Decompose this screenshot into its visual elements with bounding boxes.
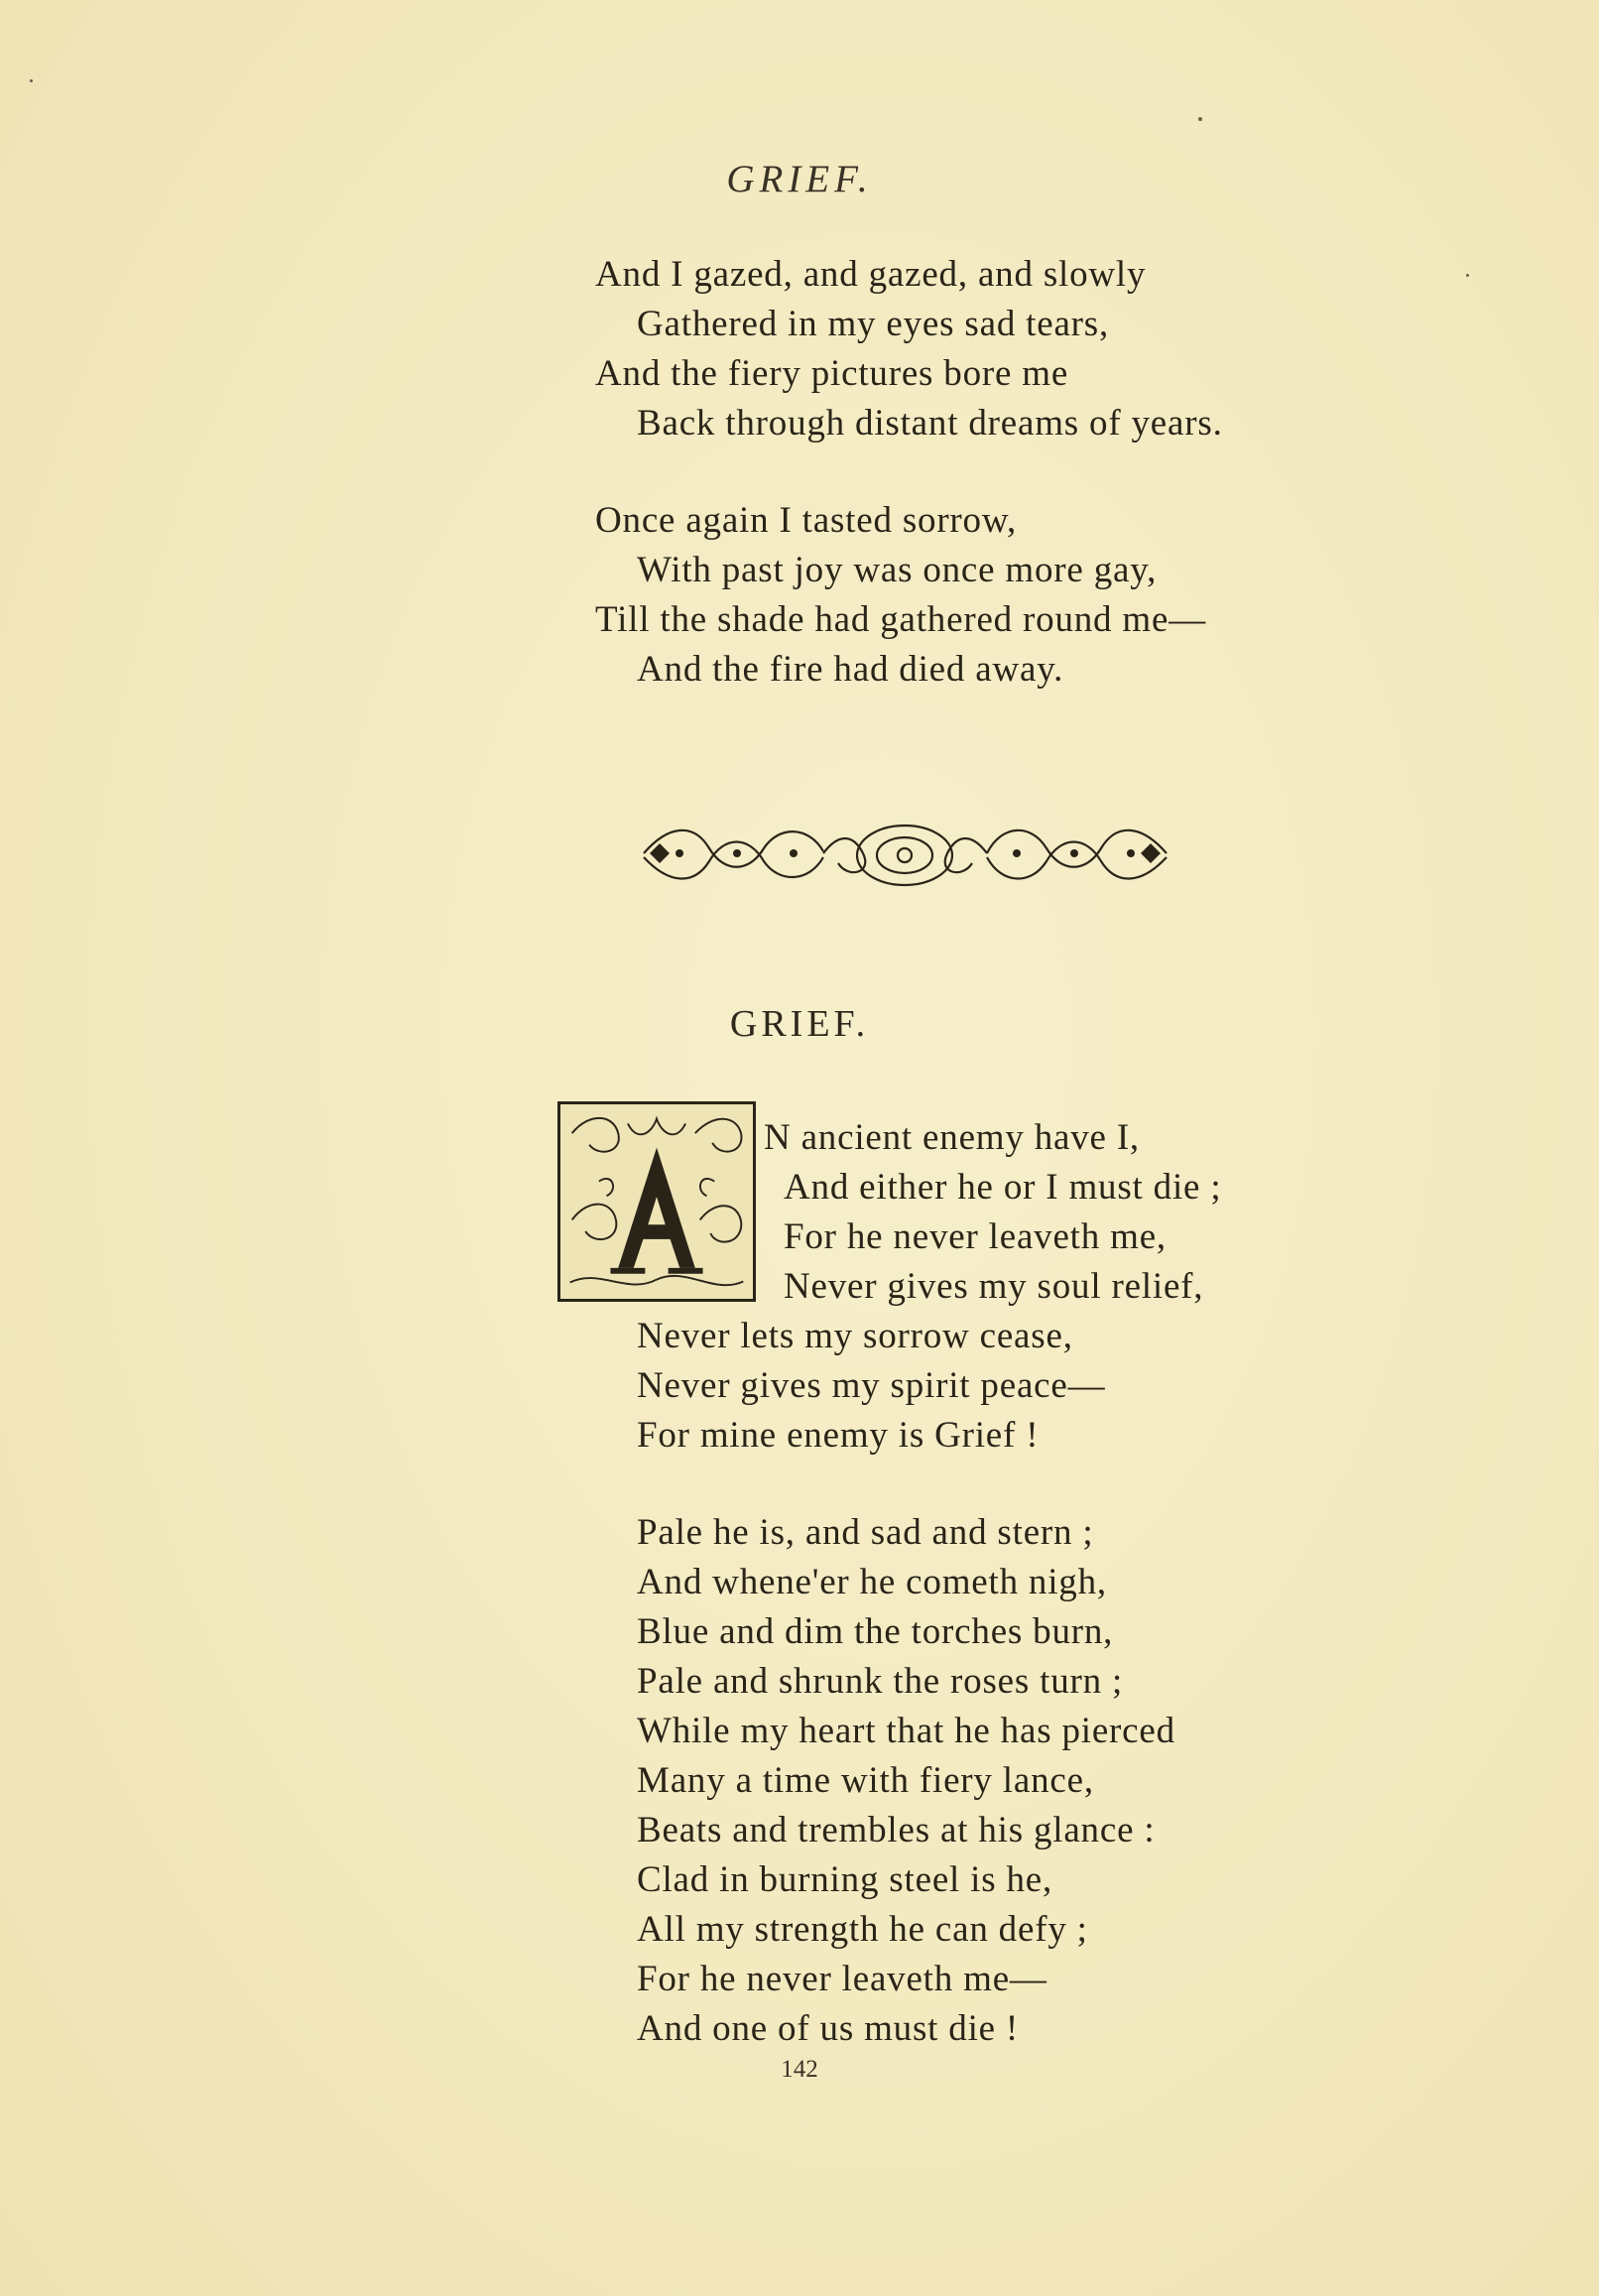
poem-line: And one of us must die ! — [637, 2008, 1020, 2049]
floral-ornament-icon — [640, 814, 1170, 893]
poem-line: And the fire had died away. — [637, 649, 1064, 690]
running-head: GRIEF. — [726, 158, 873, 200]
poem-line: For he never leaveth me— — [637, 1959, 1047, 1999]
poem-line: Pale and shrunk the roses turn ; — [637, 1661, 1124, 1702]
poem-line: Never lets my sorrow cease, — [637, 1316, 1073, 1356]
poem-line: And either he or I must die ; — [784, 1167, 1222, 1208]
poem-line: While my heart that he has pierced — [637, 1711, 1175, 1751]
poem-line: For mine enemy is Grief ! — [637, 1415, 1040, 1456]
poem-line: And the fiery pictures bore me — [595, 353, 1069, 394]
poem-line: Blue and dim the torches burn, — [637, 1611, 1114, 1652]
poem-line: Pale he is, and sad and stern ; — [637, 1512, 1094, 1553]
poem-line: All my strength he can defy ; — [637, 1909, 1088, 1950]
poem-line: And I gazed, and gazed, and slowly — [595, 254, 1147, 295]
paper-speck — [1198, 117, 1202, 121]
poem-line: Gathered in my eyes sad tears, — [637, 304, 1110, 344]
stanza-2 — [595, 496, 1349, 695]
poem-line: Till the shade had gathered round me— — [595, 599, 1206, 640]
poem-line: Beats and trembles at his glance : — [637, 1810, 1156, 1850]
stanza-1 — [595, 250, 1349, 448]
poem-line: N ancient enemy have I, — [764, 1117, 1140, 1158]
illuminated-letter-a-icon — [557, 1101, 756, 1302]
poem-line: Never gives my soul relief, — [784, 1266, 1204, 1307]
poem-line: Clad in burning steel is he, — [637, 1859, 1053, 1900]
poem-line: Many a time with fiery lance, — [637, 1760, 1094, 1801]
paper-speck — [1466, 274, 1469, 277]
poem-line: With past joy was once more gay, — [637, 550, 1158, 590]
poem-stanza-2 — [637, 1508, 1391, 2054]
poem-line: Back through distant dreams of years. — [637, 403, 1223, 444]
poem-line: And whene'er he cometh nigh, — [637, 1562, 1107, 1602]
paper-speck — [30, 79, 33, 82]
poem-line: Never gives my spirit peace— — [637, 1365, 1106, 1406]
poem-stanza-1-beside-cap — [764, 1113, 1518, 1312]
poem-line: For he never leaveth me, — [784, 1216, 1167, 1257]
poem-line: Once again I tasted sorrow, — [595, 500, 1018, 541]
page-number: 142 — [781, 2056, 818, 2083]
poem-stanza-1-continued — [637, 1312, 1391, 1461]
poem-title: GRIEF. — [729, 1003, 870, 1045]
